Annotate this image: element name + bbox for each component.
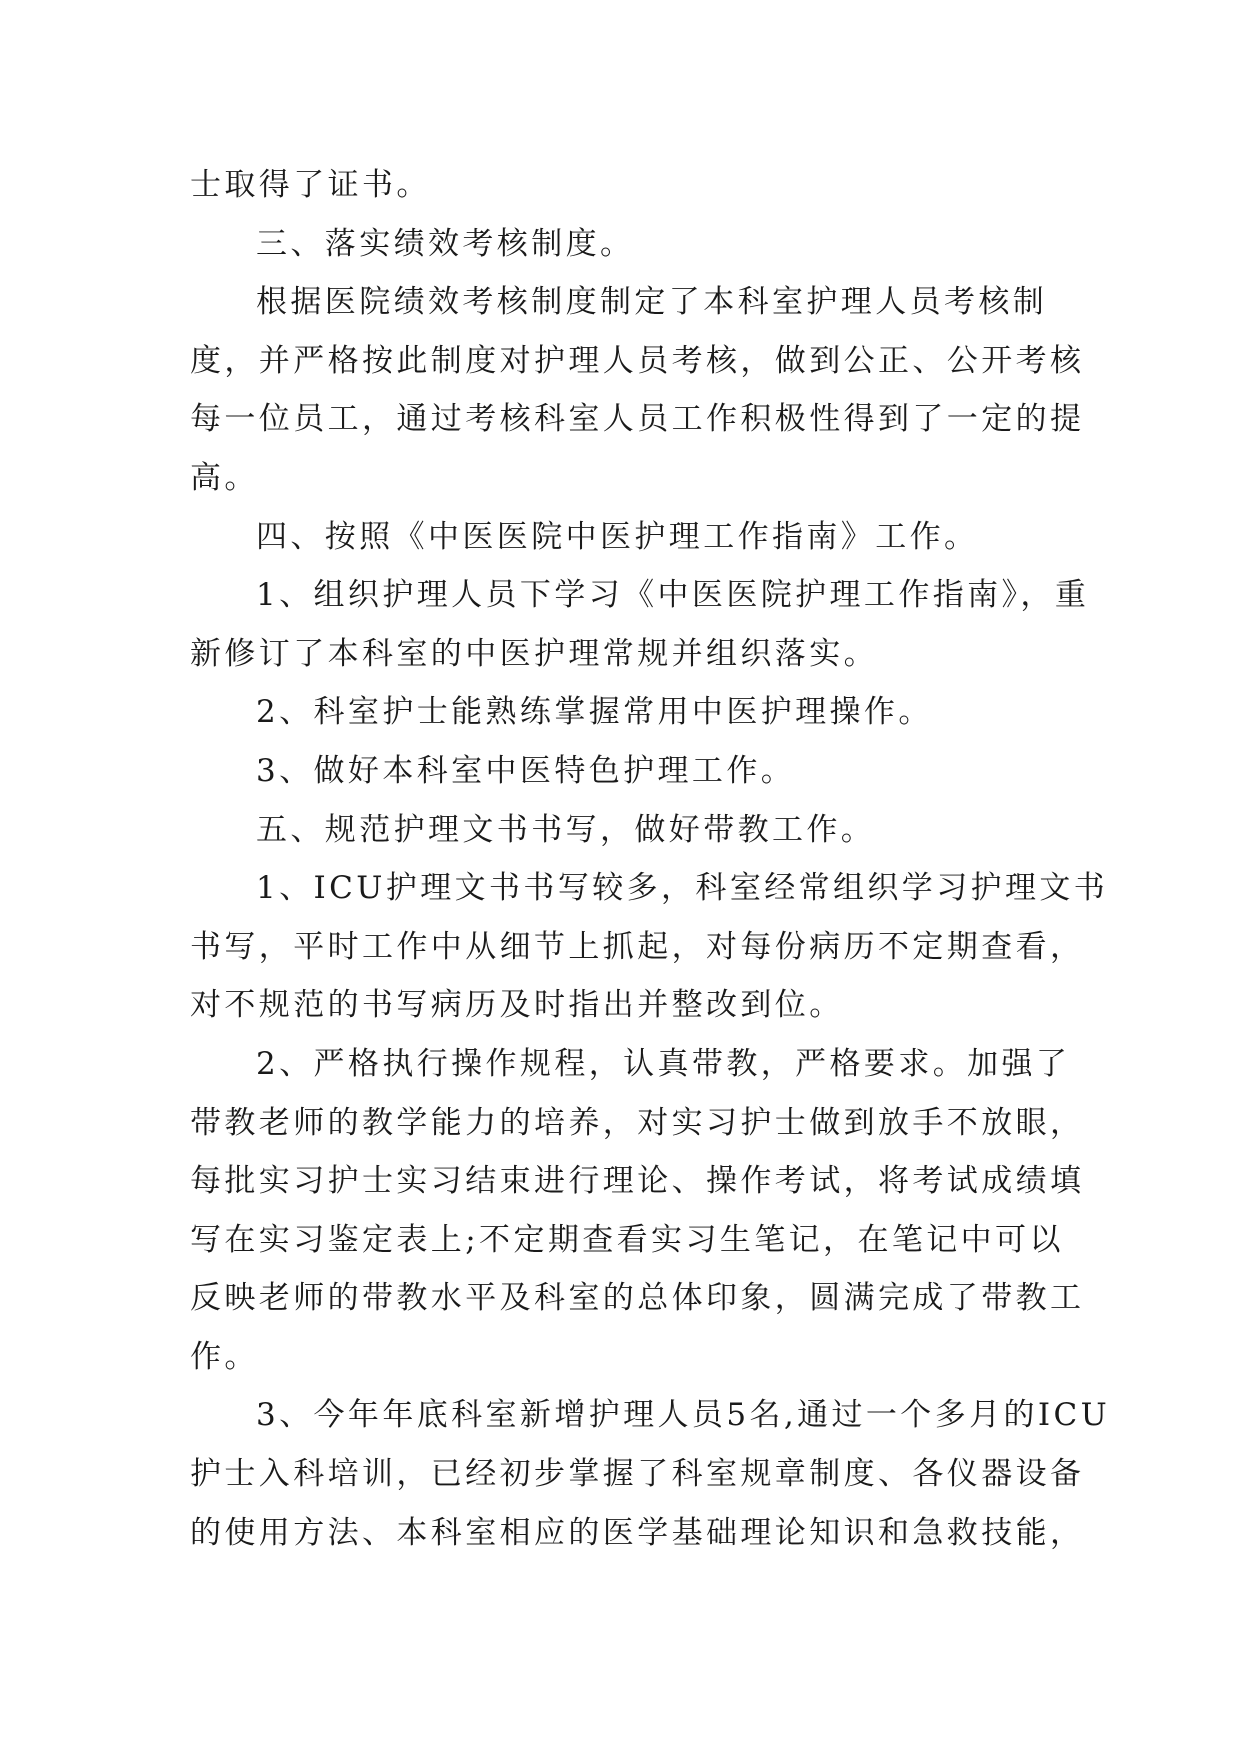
section-heading: 五、规范护理文书书写，做好带教工作。 xyxy=(256,811,876,848)
text-line: 高。 xyxy=(190,459,259,496)
text-line: 1、ICU护理文书书写较多，科室经常组织学习护理文书 xyxy=(256,870,1109,907)
section-heading: 四、按照《中医医院中医护理工作指南》工作。 xyxy=(256,518,979,555)
text-line: 的使用方法、本科室相应的医学基础理论知识和急救技能， xyxy=(190,1514,1085,1551)
text-line: 3、今年年底科室新增护理人员5名,通过一个多月的ICU xyxy=(256,1397,1111,1434)
text-line: 1、组织护理人员下学习《中医医院护理工作指南》，重 xyxy=(256,577,1090,614)
text-line: 士取得了证书。 xyxy=(190,167,431,203)
text-line: 对不规范的书写病历及时指出并整改到位。 xyxy=(190,987,844,1024)
section-heading: 三、落实绩效考核制度。 xyxy=(256,225,635,262)
text-line: 度，并严格按此制度对护理人员考核，做到公正、公开考核 xyxy=(190,342,1085,379)
text-line: 每批实习护士实习结束进行理论、操作考试，将考试成绩填 xyxy=(190,1163,1085,1200)
text-line: 2、科室护士能熟练掌握常用中医护理操作。 xyxy=(256,694,933,731)
text-line: 反映老师的带教水平及科室的总体印象，圆满完成了带教工 xyxy=(190,1280,1085,1317)
text-line: 每一位员工，通过考核科室人员工作积极性得到了一定的提 xyxy=(190,401,1085,438)
text-line: 书写，平时工作中从细节上抓起，对每份病历不定期查看， xyxy=(190,928,1085,965)
text-line: 3、做好本科室中医特色护理工作。 xyxy=(256,752,796,789)
text-line: 2、严格执行操作规程，认真带教，严格要求。加强了 xyxy=(256,1045,1071,1082)
document-body xyxy=(190,156,1111,1562)
text-line: 作。 xyxy=(190,1338,259,1375)
text-line: 护士入科培训，已经初步掌握了科室规章制度、各仪器设备 xyxy=(190,1456,1085,1493)
text-line: 带教老师的教学能力的培养，对实习护士做到放手不放眼， xyxy=(190,1104,1085,1141)
text-line: 写在实习鉴定表上;不定期查看实习生笔记，在笔记中可以 xyxy=(190,1221,1064,1258)
text-line: 新修订了本科室的中医护理常规并组织落实。 xyxy=(190,635,878,672)
text-line: 根据医院绩效考核制度制定了本科室护理人员考核制 xyxy=(256,284,1048,321)
